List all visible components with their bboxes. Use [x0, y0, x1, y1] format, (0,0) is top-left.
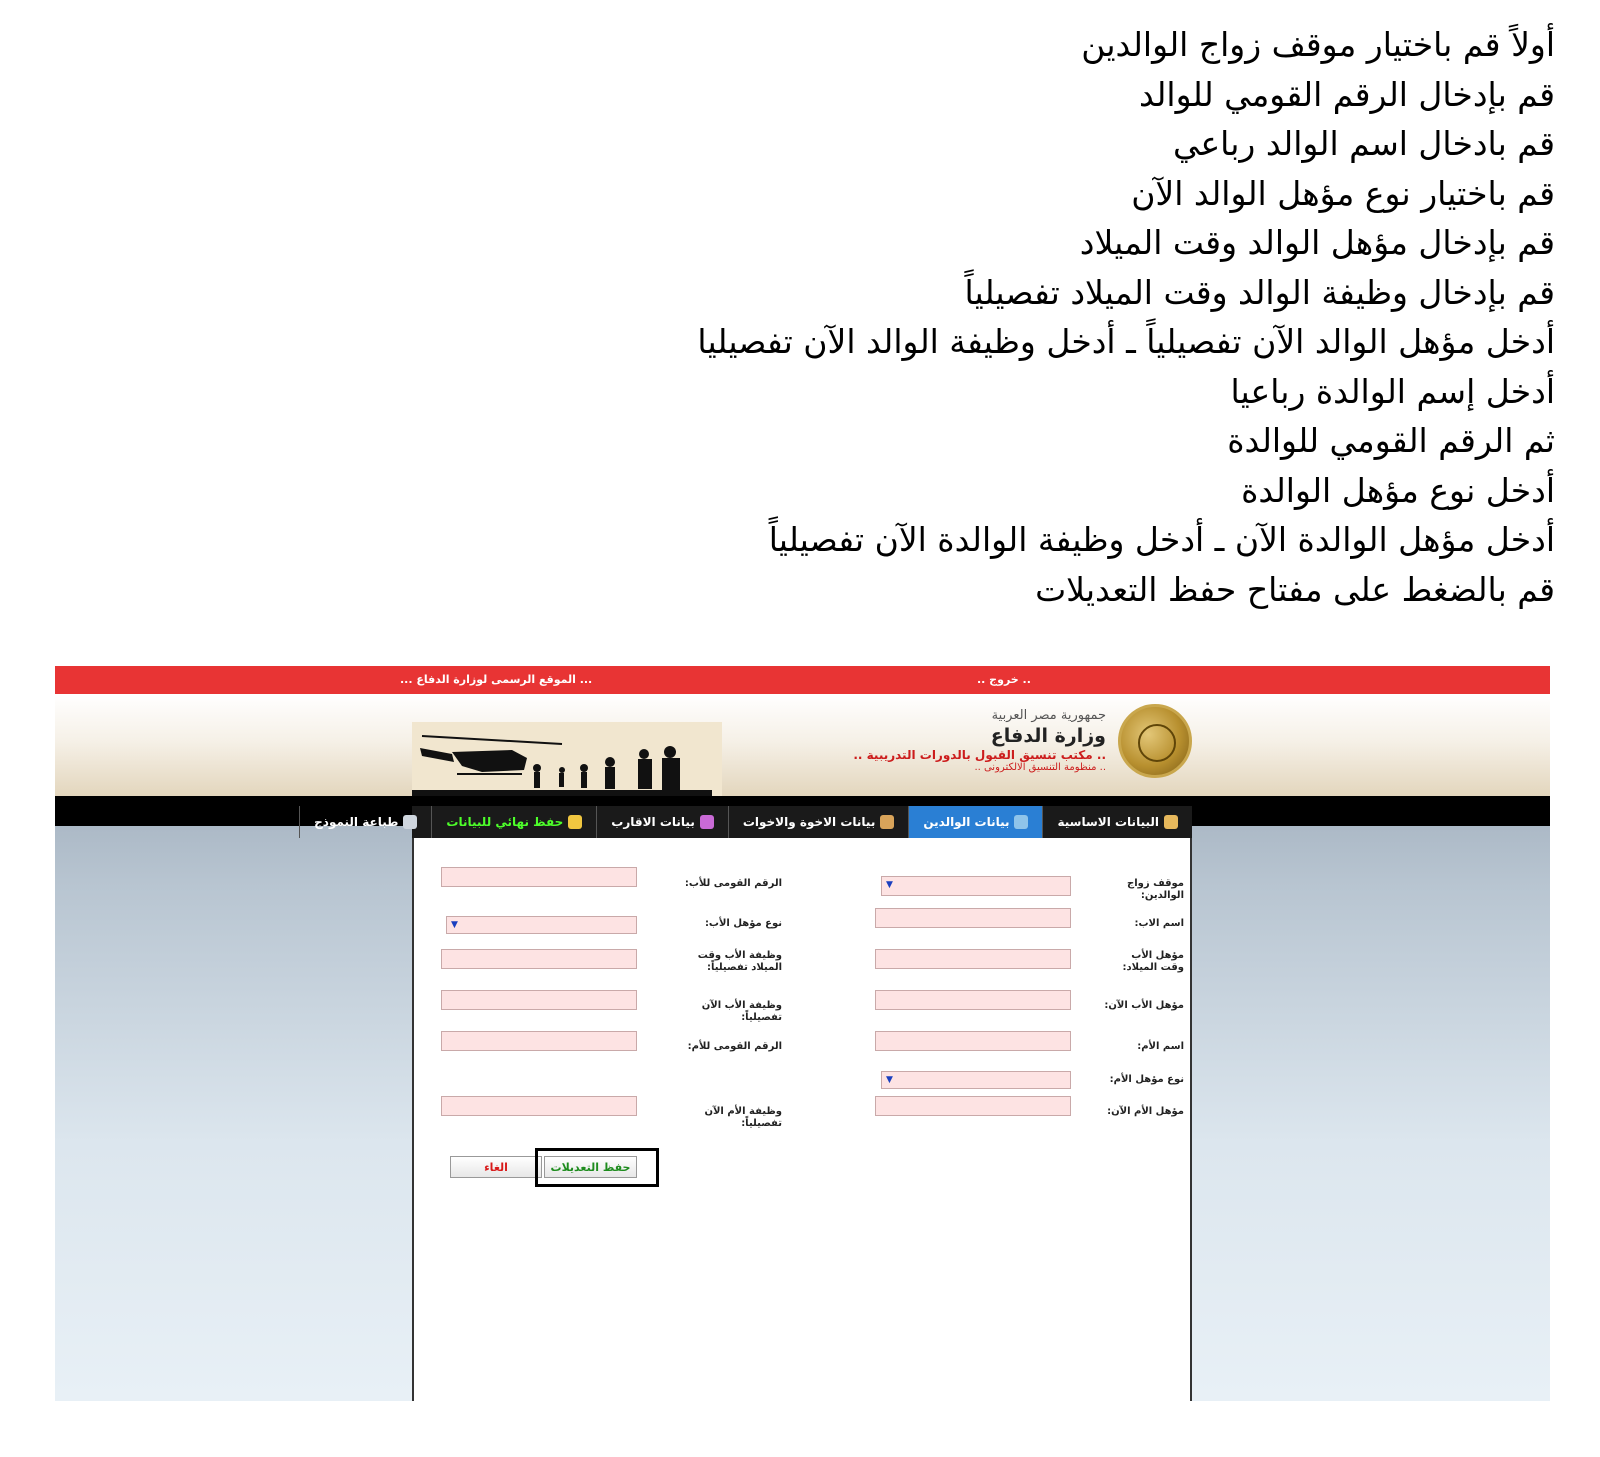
instruction-line: أدخل إسم الوالدة رباعيا [1230, 371, 1555, 411]
instruction-line: أولاً قم باختيار موقف زواج الوالدين [1081, 25, 1555, 64]
tab-bar [314, 806, 1192, 838]
parents-icon [1014, 815, 1028, 829]
helicopter-soldiers-silhouette [412, 722, 722, 796]
mother-job-now-label: وظيفة الأم الآن تفصيلياً: [704, 1106, 782, 1129]
ministry-crest-logo [1118, 704, 1192, 778]
father-name-label: اسم الاب: [1134, 918, 1184, 929]
folder-save-icon [568, 815, 582, 829]
marriage-status-label: موقف زواج الوالدين: [1126, 878, 1184, 901]
instruction-line: أدخل نوع مؤهل الوالدة [1241, 470, 1555, 510]
father-qual-birth-field[interactable] [875, 949, 1071, 969]
instruction-line: قم بالضغط على مفتاح حفظ التعديلات [1035, 569, 1555, 609]
office-text: .. مكتب تنسيق القبول بالدورات التدريبية .. [853, 748, 1106, 762]
system-text: .. منظومة التنسيق الالكترونى .. [974, 762, 1106, 773]
instruction-line: أدخل مؤهل الوالد الآن تفصيلياً ـ أدخل وظيفة الوالد الآن تفصيليا [697, 322, 1555, 361]
father-name-field[interactable] [875, 908, 1071, 928]
mother-name-label: اسم الأم: [1137, 1041, 1184, 1052]
save-changes-button[interactable]: حفظ التعديلات [544, 1156, 637, 1178]
father-job-now-field[interactable] [441, 990, 637, 1010]
mother-national-id-field[interactable] [441, 1031, 637, 1051]
chevron-down-icon: ▼ [886, 1075, 893, 1085]
father-national-id-field[interactable] [441, 867, 637, 887]
logout-link[interactable]: .. خروج .. [977, 673, 1031, 686]
mother-qual-now-label: مؤهل الأم الآن: [1107, 1106, 1184, 1117]
parents-form-panel [412, 838, 1192, 1401]
instruction-line: قم باختيار نوع مؤهل الوالد الآن [1131, 173, 1555, 213]
instruction-line: ثم الرقم القومي للوالدة [1227, 421, 1555, 460]
mother-job-now-field[interactable] [441, 1096, 637, 1116]
republic-text: جمهورية مصر العربية [991, 708, 1106, 723]
header-banner [55, 694, 1550, 796]
siblings-icon [880, 815, 894, 829]
tab-siblings-data[interactable]: بيانات الاخوة والاخوات [728, 806, 909, 838]
instruction-line: أدخل مؤهل الوالدة الآن ـ أدخل وظيفة الوالدة الآن تفصيلياً [768, 520, 1555, 559]
top-bar [55, 666, 1550, 694]
father-qual-birth-label: مؤهل الأب وقت الميلاد: [1122, 950, 1184, 973]
tab-relatives-data[interactable]: بيانات الاقارب [596, 806, 728, 838]
father-qual-type-select[interactable] [446, 916, 637, 934]
father-job-birth-label: وظيفة الأب وقت الميلاد تفصيلياً: [697, 950, 782, 973]
mother-national-id-label: الرقم القومى للأم: [687, 1041, 782, 1052]
instruction-line: قم بادخال اسم الوالد رباعي [1172, 124, 1555, 163]
father-qual-now-field[interactable] [875, 990, 1071, 1010]
person-icon [1164, 815, 1178, 829]
mother-name-field[interactable] [875, 1031, 1071, 1051]
ministry-title [853, 708, 1106, 773]
instruction-line: قم بإدخال مؤهل الوالد وقت الميلاد [1079, 223, 1555, 262]
mother-qual-type-select[interactable] [881, 1071, 1071, 1089]
ministry-name: وزارة الدفاع [990, 725, 1106, 747]
father-qual-now-label: مؤهل الأب الآن: [1104, 1000, 1184, 1011]
marriage-status-select[interactable] [881, 876, 1071, 896]
instruction-line: قم بإدخال الرقم القومي للوالد [1139, 74, 1555, 114]
tab-final-save[interactable]: حفظ نهائي للبيانات [431, 806, 596, 838]
father-qual-type-label: نوع مؤهل الأب: [704, 918, 782, 929]
instructions-list [455, 20, 1555, 614]
cancel-button[interactable]: الغاء [450, 1156, 542, 1178]
instruction-line: قم بإدخال وظيفة الوالد وقت الميلاد تفصيلياً [964, 272, 1555, 312]
mother-qual-type-label: نوع مؤهل الأم: [1109, 1074, 1184, 1085]
official-site-link[interactable]: ... الموقع الرسمى لوزارة الدفاع ... [400, 673, 593, 686]
printer-icon [403, 815, 417, 829]
chevron-down-icon: ▼ [886, 880, 893, 890]
tab-basic-data[interactable]: البيانات الاساسية [1042, 806, 1192, 838]
relatives-icon [700, 815, 714, 829]
father-job-birth-field[interactable] [441, 949, 637, 969]
father-national-id-label: الرقم القومى للأب: [684, 878, 782, 889]
tab-print-form[interactable]: طباعة النموذج [299, 806, 431, 838]
app-screenshot [55, 666, 1550, 1401]
tab-parents-data[interactable]: بيانات الوالدين [908, 806, 1042, 838]
chevron-down-icon: ▼ [451, 920, 458, 930]
mother-qual-now-field[interactable] [875, 1096, 1071, 1116]
father-job-now-label: وظيفة الأب الآن تفصيلياً: [701, 1000, 782, 1023]
